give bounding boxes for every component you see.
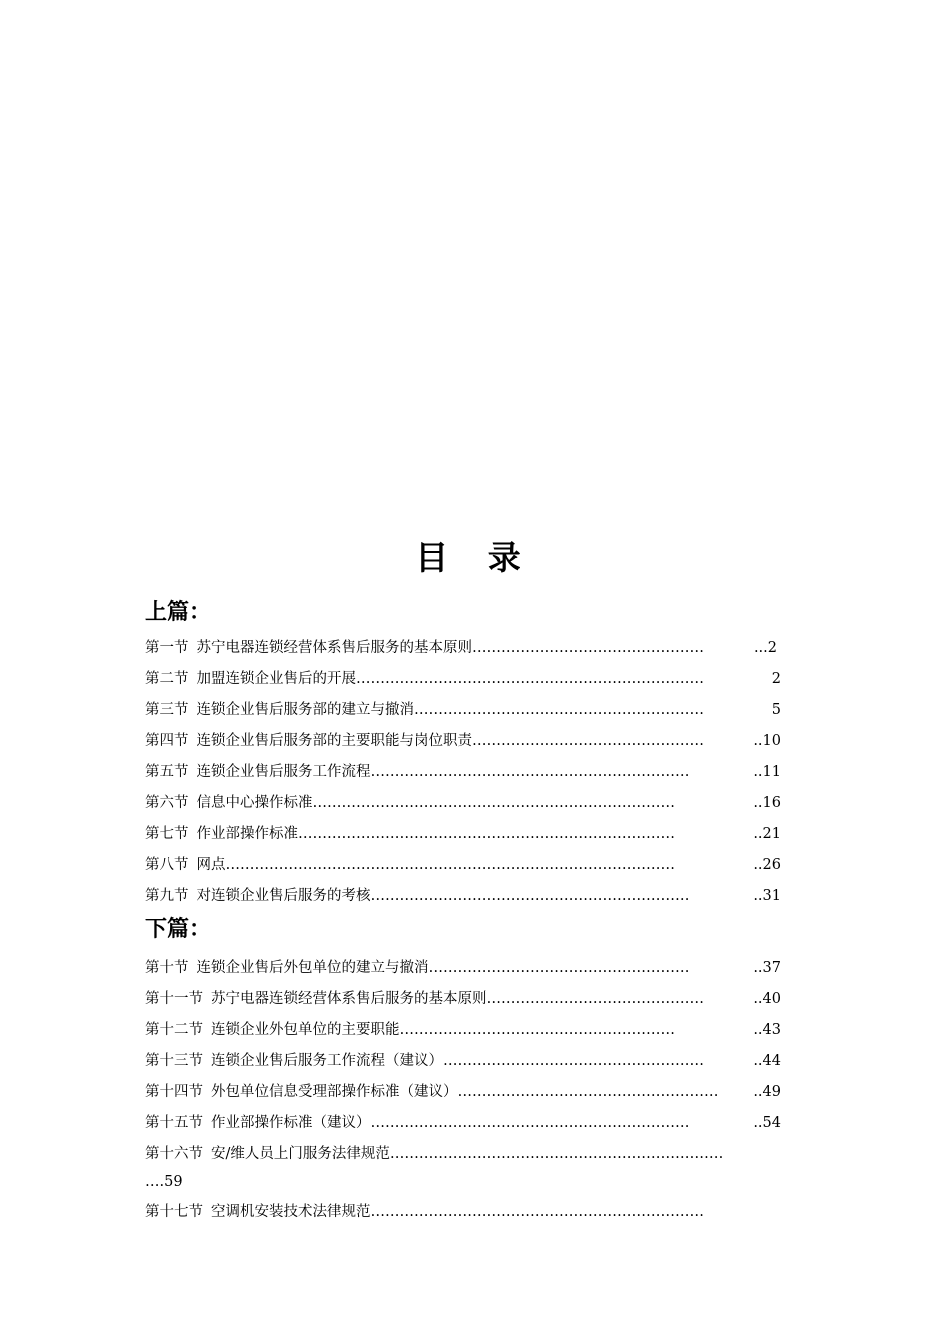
section-title: 作业部操作标准 <box>196 826 298 842</box>
toc-entry <box>145 1113 781 1133</box>
section-number: 第十六节 <box>145 1146 203 1162</box>
toc-entry <box>145 762 781 782</box>
section-title: 空调机安装技术法律规范 <box>211 1204 371 1220</box>
section-title: 苏宁电器连锁经营体系售后服务的基本原则 <box>196 640 472 656</box>
page-number: ..43 <box>753 1022 781 1038</box>
section-number: 第三节 <box>145 702 189 718</box>
leader-dots: …………………………………………………………………… <box>298 826 675 842</box>
section-number: 第二节 <box>145 671 189 687</box>
part1-heading: 上篇： <box>145 600 212 625</box>
section-title: 连锁企业外包单位的主要职能 <box>211 1022 400 1038</box>
leader-dots: ………………………………………… <box>472 640 704 656</box>
leader-dots: …………………………………………………… <box>414 702 704 718</box>
toc-entry <box>145 1202 805 1222</box>
section-title: 连锁企业售后服务工作流程（建议） <box>211 1053 443 1069</box>
toc-entry <box>145 669 781 689</box>
toc-entry <box>145 638 777 658</box>
section-number: 第七节 <box>145 826 189 842</box>
page-number: ..44 <box>753 1053 781 1069</box>
leader-dots: ………………………………………………………………………………… <box>225 857 675 873</box>
section-number: 第十四节 <box>145 1084 203 1100</box>
part2-heading: 下篇： <box>145 917 212 942</box>
page-number: ..49 <box>753 1084 781 1100</box>
toc-title: 目 录 <box>415 538 535 577</box>
section-number: 第四节 <box>145 733 189 749</box>
section-title: 加盟连锁企业售后的开展 <box>196 671 356 687</box>
leader-dots: ………………………………………… <box>472 733 704 749</box>
leader-dots: ………………………………………………………… <box>370 764 690 780</box>
toc-entry <box>145 700 781 720</box>
section-title: 安/维人员上门服务法律规范 <box>211 1146 390 1162</box>
leader-dots: ………………………………………………………… <box>370 1115 690 1131</box>
toc-entry <box>145 1051 781 1071</box>
toc-entry <box>145 1082 781 1102</box>
section-number: 第九节 <box>145 888 189 904</box>
section-title: 连锁企业售后外包单位的建立与撤消 <box>196 960 429 976</box>
toc-entry <box>145 855 781 875</box>
section-number: 第十七节 <box>145 1204 203 1220</box>
toc-entry <box>145 958 781 978</box>
page-number: ..21 <box>753 826 781 842</box>
section-title: 对连锁企业售后服务的考核 <box>196 888 371 904</box>
leader-dots: ……………………………………………… <box>457 1084 719 1100</box>
toc-entry <box>145 731 781 751</box>
section-number: 第十节 <box>145 960 189 976</box>
section-number: 第六节 <box>145 795 189 811</box>
section-title: 外包单位信息受理部操作标准（建议） <box>211 1084 458 1100</box>
toc-entry <box>145 1020 781 1040</box>
page-number: ...2 <box>753 640 777 656</box>
section-title: 信息中心操作标准 <box>196 795 313 811</box>
toc-entry-continuation: ….59 <box>145 1174 183 1190</box>
page-number: ..10 <box>753 733 781 749</box>
leader-dots: ………………………………………………………………… <box>312 795 675 811</box>
toc-entry <box>145 989 781 1009</box>
leader-dots: ……………………………………………………………… <box>356 671 704 687</box>
page-number: ..31 <box>753 888 781 904</box>
page-number: ..26 <box>753 857 781 873</box>
section-title: 作业部操作标准（建议） <box>211 1115 371 1131</box>
toc-entry <box>145 824 781 844</box>
leader-dots: ……………………………………… <box>486 991 704 1007</box>
section-title: 网点 <box>196 857 226 873</box>
leader-dots: ………………………………………………………… <box>370 888 690 904</box>
section-number: 第五节 <box>145 764 189 780</box>
toc-entry <box>145 886 781 906</box>
section-number: 第十二节 <box>145 1022 203 1038</box>
section-title: 连锁企业售后服务部的建立与撤消 <box>196 702 414 718</box>
toc-entry <box>145 1144 805 1164</box>
page-number: ..40 <box>753 991 781 1007</box>
page-number: ..11 <box>753 764 781 780</box>
page-number: ..54 <box>753 1115 781 1131</box>
section-title: 苏宁电器连锁经营体系售后服务的基本原则 <box>211 991 487 1007</box>
leader-dots: …………………………………………………………… <box>389 1146 724 1162</box>
section-number: 第十五节 <box>145 1115 203 1131</box>
leader-dots: ……………………………………………… <box>428 960 690 976</box>
section-number: 第十三节 <box>145 1053 203 1069</box>
page-number: ..16 <box>753 795 781 811</box>
section-number: 第八节 <box>145 857 189 873</box>
page-number: ..37 <box>753 960 781 976</box>
section-title: 连锁企业售后服务工作流程 <box>196 764 371 780</box>
leader-dots: ………………………………………………… <box>399 1022 675 1038</box>
leader-dots: …………………………………………………………… <box>370 1204 704 1220</box>
section-number: 第十一节 <box>145 991 203 1007</box>
leader-dots: ……………………………………………… <box>443 1053 704 1069</box>
section-title: 连锁企业售后服务部的主要职能与岗位职责 <box>196 733 472 749</box>
page-number: 5 <box>771 702 781 718</box>
toc-entry <box>145 793 781 813</box>
page-number: 2 <box>771 671 781 687</box>
section-number: 第一节 <box>145 640 189 656</box>
